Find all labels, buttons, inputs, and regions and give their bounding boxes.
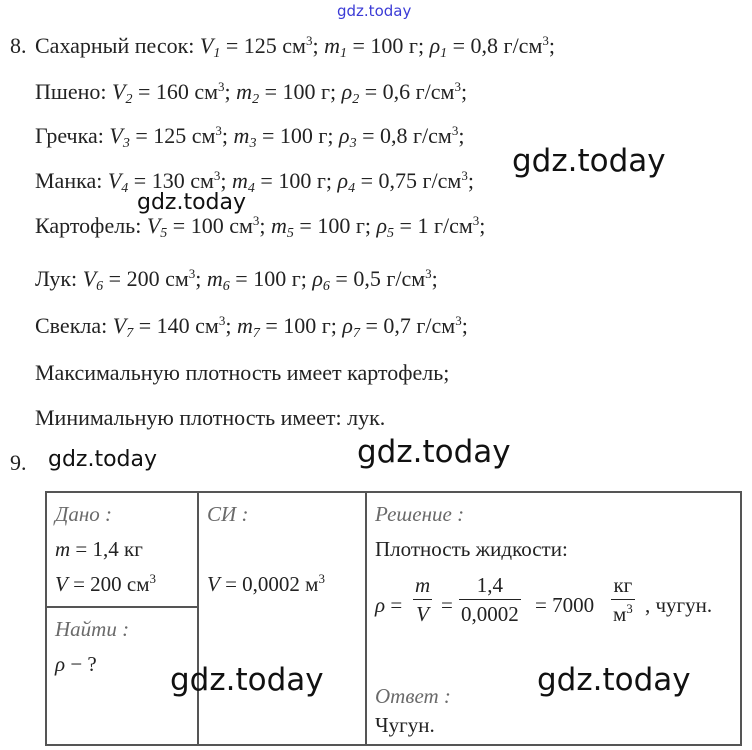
fraction-denominator: 0,0002 xyxy=(461,602,519,626)
substance-line: Свекла: $V_7 = 140$ $см^3$; $m_7 = 100$ г; $\rho_7 = 0,7$ $г/см^3$; xyxy=(35,313,468,341)
fraction-numerator: 1,4 xyxy=(459,571,521,600)
density-formula: ρ = $\frac{m}{V}$ = $\frac{1,4}{0,0002}$ = 7000 кг $м^3$ , чугун. xyxy=(375,573,713,626)
solution-table xyxy=(45,491,742,746)
given-mass: m = 1,4 кг xyxy=(55,537,143,561)
watermark-bottom-left: gdz.today xyxy=(170,662,324,698)
watermark-after-nine: gdz.today xyxy=(48,447,158,472)
watermark-center: gdz.today xyxy=(357,434,511,470)
substance-line: Картофель: $V_5 = 100$ $см^3$; $m_5 = 100$ г; $\rho_5 = 1$ $г/см^3$; xyxy=(35,213,486,241)
substance-line: Сахарный песок: $V_1 = 125$ $см^3$; $m_1 = 100$ г; $\rho_1 = 0,8$ $г/см^3$; xyxy=(35,33,555,61)
substance-line: Манка: $V_4 = 130$ $см^3$; $m_4 = 100$ г; $\rho_4 = 0,75$ $г/см^3$; xyxy=(35,168,474,196)
watermark-mid-right: gdz.today xyxy=(512,143,666,179)
given-cell xyxy=(46,492,198,607)
find-title: Найти : xyxy=(55,617,130,641)
conclusion-min: Минимальную плотность имеет: лук. xyxy=(35,405,386,430)
watermark-bottom-right: gdz.today xyxy=(537,662,691,698)
substance-line: Лук: $V_6 = 200$ $см^3$; $m_6 = 100$ г; $\rho_6 = 0,5$ $г/см^3$; xyxy=(35,266,438,294)
answer-title: Ответ : xyxy=(375,684,451,708)
solution-text: Плотность жидкости: xyxy=(375,537,568,561)
watermark-mid-left: gdz.today xyxy=(137,190,247,215)
density-result: = 7000 xyxy=(535,593,595,617)
solution-cell xyxy=(366,492,741,745)
answer-value: Чугун. xyxy=(375,713,435,737)
substance-line: Гречка: $V_3 = 125$ $см^3$; $m_3 = 100$ г; $\rho_3 = 0,8$ $г/см^3$; xyxy=(35,123,465,151)
unit-denominator: $м^3$ xyxy=(613,601,633,626)
si-title: СИ : xyxy=(207,502,249,526)
solution-title: Решение : xyxy=(375,502,465,526)
given-volume: V = 200 $см^3$ xyxy=(55,571,157,596)
substance-line: Пшено: $V_2 = 160$ $см^3$; $m_2 = 100$ г; $\rho_2 = 0,6$ $г/см^3$; xyxy=(35,79,468,107)
watermark-top: gdz.today xyxy=(337,2,412,20)
si-cell xyxy=(198,492,366,745)
unit-numerator: кг xyxy=(611,571,635,600)
given-title: Дано : xyxy=(55,502,113,526)
conclusion-max: Максимальную плотность имеет картофель; xyxy=(35,360,450,385)
problem-8-number: 8. xyxy=(10,33,27,58)
find-value: ρ − ? xyxy=(55,652,97,676)
si-volume: V = 0,0002 $м^3$ xyxy=(207,571,325,596)
problem-9-number: 9. xyxy=(10,450,27,475)
result-word: , чугун. xyxy=(645,593,713,617)
